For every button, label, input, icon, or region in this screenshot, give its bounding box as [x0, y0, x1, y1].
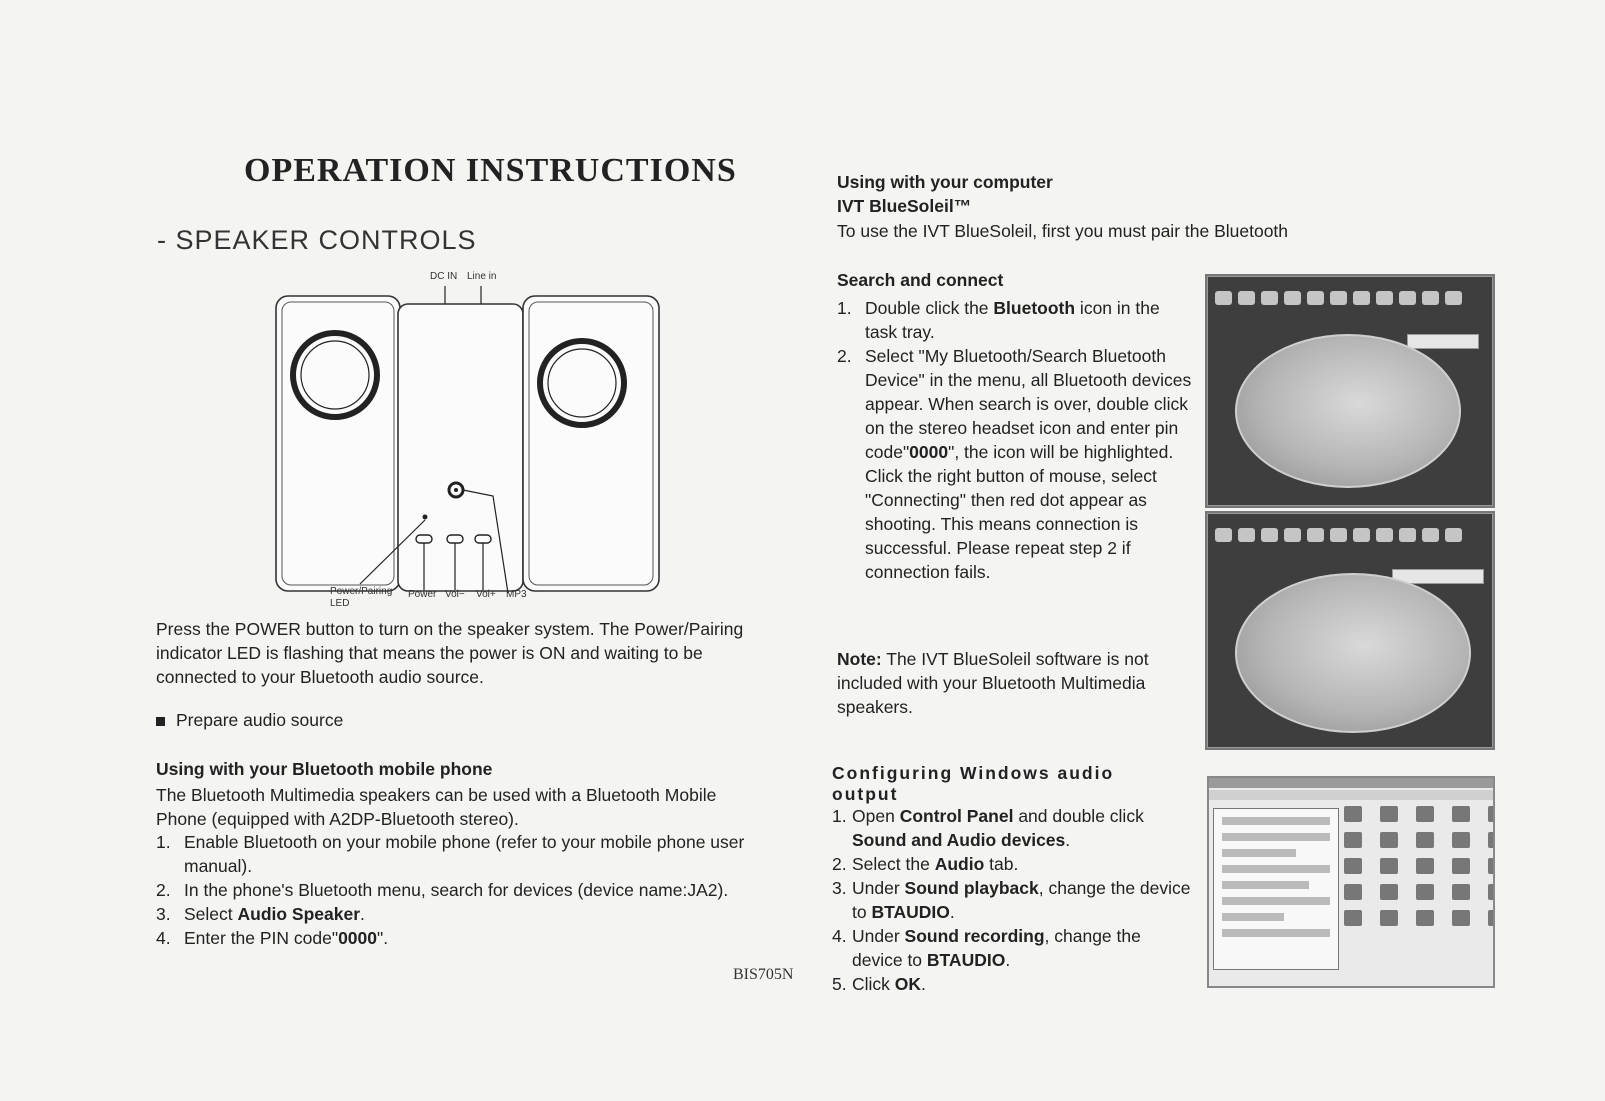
prepare-text: Prepare audio source	[176, 710, 344, 730]
config-steps	[832, 804, 1192, 996]
config-heading: Configuring Windows audio output	[832, 763, 1115, 804]
note-label: Note:	[837, 649, 882, 669]
list-item: 1. Enable Bluetooth on your mobile phone (refer to your mobile phone user manual).	[156, 832, 745, 876]
led-label: LED	[330, 598, 350, 609]
bluesoleil-oval	[1235, 573, 1471, 733]
power-label: Power	[408, 589, 437, 600]
square-bullet-icon	[156, 717, 165, 726]
bluesoleil-screenshot-2	[1205, 511, 1495, 750]
mobile-intro: The Bluetooth Multimedia speakers can be used with a Bluetooth Mobile Phone (equipped with A2DP-Bluetooth stereo).	[156, 785, 717, 829]
list-item: 5. Click OK.	[832, 974, 926, 994]
vol-plus-label: Vol+	[476, 589, 496, 600]
speaker-diagram	[268, 268, 698, 613]
window-toolbar	[1209, 790, 1493, 800]
page-title: OPERATION INSTRUCTIONS	[244, 152, 737, 189]
list-item: 2. Select "My Bluetooth/Search Bluetooth Device" in the menu, all Bluetooth devices appear. When search is over, double click on the stereo headset icon and enter pin code"0000", the icon will be highlighted. Click the right button of mouse, select "Connecting" then red dot appear as shooting. This means connection is successful. Please repeat step 2 if connection fails.	[837, 346, 1192, 582]
list-item: 3. Select Audio Speaker.	[156, 904, 365, 924]
list-item: 2. Select the Audio tab.	[832, 854, 1019, 874]
mobile-heading: Using with your Bluetooth mobile phone	[156, 759, 493, 779]
note-text: The IVT BlueSoleil software is not included with your Bluetooth Multimedia speakers.	[837, 649, 1149, 717]
prepare-bullet	[156, 708, 343, 732]
left-speaker-panel	[276, 296, 400, 591]
list-item: 1. Open Control Panel and double click Sound and Audio devices.	[832, 806, 1144, 850]
list-item: 1. Double click the Bluetooth icon in the task tray.	[837, 298, 1160, 342]
sound-dialog	[1213, 808, 1339, 970]
vol-plus-button	[475, 535, 491, 543]
menu-tooltip	[1407, 334, 1479, 349]
search-heading: Search and connect	[837, 270, 1004, 290]
line-in-label: Line in	[467, 271, 497, 282]
power-button	[416, 535, 432, 543]
dc-in-label: DC IN	[430, 271, 458, 282]
note	[837, 647, 1187, 719]
list-item: 3. Under Sound playback, change the device to BTAUDIO.	[832, 878, 1191, 922]
center-panel	[398, 304, 523, 591]
computer-heading: Using with your computer	[837, 172, 1053, 192]
vol-minus-label: Vol−	[445, 589, 465, 600]
mobile-steps	[156, 830, 756, 950]
search-steps	[837, 296, 1192, 584]
model-number: BIS705N	[733, 966, 794, 983]
software-name: IVT BlueSoleil™	[837, 196, 972, 216]
power-paragraph: Press the POWER button to turn on the speaker system. The Power/Pairing indicator LED is flashing that means the power is ON and waiting to be connected to your Bluetooth audio source.	[156, 619, 744, 687]
control-panel-screenshot	[1207, 776, 1495, 988]
list-item: 4. Enter the PIN code"0000".	[156, 928, 389, 948]
bluesoleil-toolbar	[1215, 286, 1485, 310]
list-item: 2. In the phone's Bluetooth menu, search for devices (device name:JA2).	[156, 880, 729, 900]
computer-intro: To use the IVT BlueSoleil, first you must pair the Bluetooth	[837, 221, 1289, 241]
list-item: 4. Under Sound recording, change the device to BTAUDIO.	[832, 926, 1141, 970]
window-titlebar	[1209, 778, 1493, 788]
power-pairing-led	[423, 515, 428, 520]
section-title: - SPEAKER CONTROLS	[157, 225, 477, 255]
bluesoleil-oval	[1235, 334, 1461, 488]
vol-minus-button	[447, 535, 463, 543]
mp3-label: MP3	[506, 589, 527, 600]
control-panel-icons	[1344, 806, 1495, 926]
bluesoleil-toolbar	[1215, 523, 1485, 547]
power-pairing-label: Power/Pairing	[330, 586, 393, 597]
bluesoleil-screenshot-1	[1205, 274, 1495, 508]
